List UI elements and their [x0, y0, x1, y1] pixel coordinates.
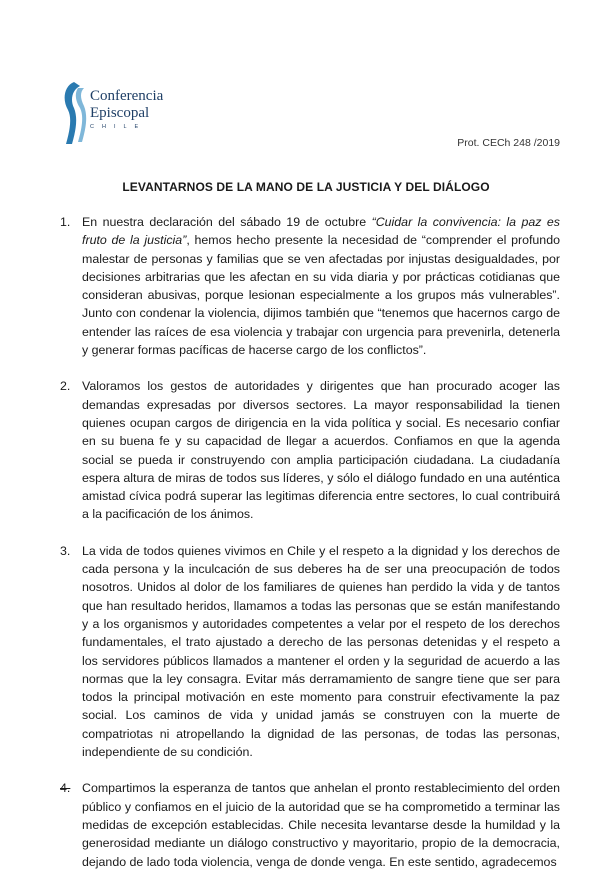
item-paragraph: La vida de todos quienes vivimos en Chile y el respeto a la dignidad y los derechos de cada persona y la inculcación de sus deberes ha de ser una preocupación de todos nosotros. Unidos al dolor de los familiares de quienes han perdido la vida y de tantos que han resultado heridos, llamamos a todas las personas que se están manifestando y a los organismos y autoridades competentes a velar por el respeto de los derechos fundamentales, el trato ajustado a derecho de las personas detenidas y el respeto a los servidores públicos llamados a mantener el orden y la seguridad de acuerdo a las normas que la ley consagra. Evitar más derramamiento de sangre tiene que ser para todos la principal motivación en este momento para construir efectivamente la paz social. Los caminos de vida y unidad jamás se construyen con la muerte de compatriotas ni atropellando la dignidad de las personas, de todas las personas, independiente de su condición. — [82, 543, 560, 760]
item-number: 2. — [60, 379, 71, 394]
episcopal-emblem-icon — [60, 78, 88, 148]
conferencia-episcopal-logo — [60, 78, 180, 153]
item-paragraph: En nuestra declaración del sábado 19 de octubre “Cuidar la convivencia: la paz es fruto de la justicia”, hemos hecho presente la necesidad de “comprender el profundo malestar de personas y familias que se ven afectadas por injustas desigualdades, por decisiones arbitrarias que les afectan en su vida diaria y por prácticas cotidianas que consideran abusivas, porque lesionan especialmente a los grupos más vulnerables”. Junto con condenar la violencia, dijimos también que “tenemos que hacernos cargo de entender las raíces de esa violencia y trabajar con urgencia para prevenirla, detenerla y generar formas pacíficas de hacerse cargo de los conflictos”. — [82, 215, 560, 358]
numbered-list — [52, 213, 560, 889]
item-number: 3. — [60, 543, 71, 558]
document-title: LEVANTARNOS DE LA MANO DE LA JUSTICIA Y DEL DIÁLOGO — [122, 180, 490, 194]
item-number: 1. — [60, 215, 71, 229]
item-paragraph: Valoramos los gestos de autoridades y dirigentes que han procurado acoger las demandas expresadas por diversos sectores. La mayor responsabilidad la tienen quienes ocupan cargos de dirigencia en la vida política y social. Es necesario confiar en su buena fe y su capacidad de llegar a acuerdos. Confiamos en que la agenda social se pueda ir construyendo con amplia participación ciudadana. La ciudadanía espera altura de miras de todos sus líderes, y sólo el diálogo fundado en una auténtica amistad cívica podrá superar las legitimas diferencia entre sectores, lo cual contribuirá a la pacificación de los ánimos. — [82, 379, 560, 522]
quoted-title: “Cuidar la convivencia: la paz es fruto de la justicia” — [82, 215, 560, 248]
item-number: 4. — [60, 781, 71, 796]
logo-wordmark — [90, 88, 163, 130]
list-item — [52, 377, 560, 523]
list-item — [52, 779, 560, 870]
logo-line-1: Conferencia — [90, 88, 164, 104]
list-item — [52, 213, 560, 359]
logo-line-2: Episcopal — [90, 105, 150, 121]
logo-line-3: CHILE — [90, 124, 147, 130]
protocol-number: Prot. CECh 248 /2019 — [457, 137, 560, 149]
item-paragraph: Compartimos la esperanza de tantos que anhelan el pronto restablecimiento del orden público y confiamos en el juicio de la autoridad que se ha comprometido a terminar las medidas de excepción establecidas. Chile necesita levantarse desde la humildad y la generosidad mediante un diálogo constructivo y mayoritario, propio de la democracia, dejando de lado toda violencia, venga de donde venga. En este sentido, agradecemos — [82, 781, 560, 869]
list-item — [52, 542, 560, 762]
